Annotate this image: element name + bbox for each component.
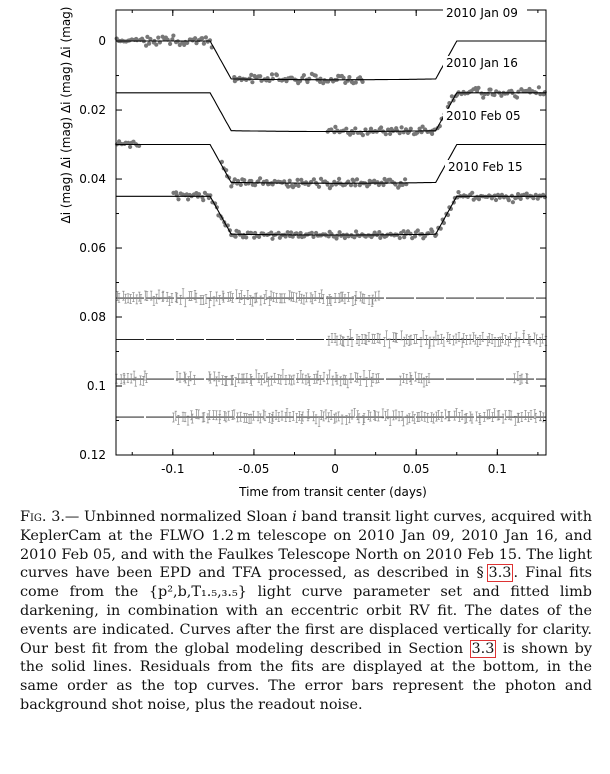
residual-2 (115, 370, 546, 388)
data-point (312, 177, 316, 181)
data-point (525, 192, 529, 196)
data-point (271, 77, 275, 81)
data-point (344, 127, 348, 131)
date-label: 2010 Feb 05 (446, 109, 521, 123)
data-point (193, 36, 197, 40)
caption-label: Fig. 3.— (20, 509, 80, 525)
data-point (176, 197, 180, 201)
data-point (154, 43, 158, 47)
data-point (355, 177, 359, 181)
y-tick-label: 0.1 (86, 379, 106, 394)
data-point (338, 230, 342, 234)
y-tick-label: 0.02 (79, 103, 106, 118)
data-point (147, 42, 151, 46)
model-fit-line (116, 196, 546, 235)
data-point (494, 198, 498, 202)
x-tick-label: 0 (331, 462, 339, 476)
data-point (247, 77, 251, 81)
data-point (242, 178, 246, 182)
data-point (456, 190, 460, 194)
data-point (310, 231, 314, 235)
data-point (384, 132, 388, 136)
data-point (511, 200, 515, 204)
x-tick-label: -0.05 (238, 462, 270, 476)
data-point (353, 183, 357, 187)
data-point (270, 237, 274, 241)
date-label: 2010 Feb 15 (448, 160, 523, 174)
data-point (197, 192, 201, 196)
data-point (270, 72, 274, 76)
data-point (481, 96, 485, 100)
data-point (307, 77, 311, 81)
section-link[interactable]: 3.3 (488, 565, 512, 582)
x-tick-label: 0.1 (487, 462, 507, 476)
data-point (476, 86, 480, 90)
data-point (175, 193, 179, 197)
plot-area (115, 34, 547, 427)
data-point (314, 74, 318, 78)
data-point (317, 185, 321, 189)
data-point (361, 80, 365, 84)
data-point (347, 75, 351, 79)
x-axis-label: Time from transit center (days) (239, 485, 427, 499)
data-point (337, 177, 341, 181)
data-point (168, 42, 172, 46)
data-point (335, 234, 339, 238)
caption-text-2: band transit light curves, acquired with KeplerCam at the FLWO 1.2 m telescope on 2010 Jan 09, 2010 Jan 16, and 2010 Feb 05, and with the Faulkes Telescope North on 2010 Feb 15. The light curves have been EPD and TFA processed, as described in § (20, 509, 592, 582)
data-point (171, 34, 175, 38)
data-point (361, 133, 365, 137)
data-point (234, 235, 238, 239)
data-point (516, 192, 520, 196)
data-point (403, 177, 407, 181)
data-point (244, 235, 248, 239)
caption-text-4: is shown by the solid lines. Residuals from the fits are displayed at the bottom, in the same order as the top curves. The error bars represent the photon and background shot noise, plus the readout noise. (20, 640, 592, 713)
data-point (519, 197, 523, 201)
data-point (297, 184, 301, 188)
residual-1 (116, 330, 547, 349)
data-point (353, 126, 357, 130)
data-point (388, 132, 392, 136)
data-point (258, 74, 262, 78)
data-point (250, 80, 254, 84)
residual-0 (116, 289, 546, 308)
axes (79, 6, 546, 476)
date-label: 2010 Jan 09 (446, 6, 518, 20)
caption-text-1: Unbinned normalized Sloan (79, 509, 293, 525)
date-label: 2010 Jan 16 (446, 56, 518, 70)
y-axis-label: Δi (mag) Δi (mag) Δi (mag) Δi (mag) (59, 6, 73, 224)
data-point (258, 176, 262, 180)
data-point (492, 93, 496, 97)
data-point (296, 178, 300, 182)
y-tick-label: 0.04 (79, 172, 106, 187)
y-tick-label: 0.12 (79, 448, 106, 462)
data-point (398, 236, 402, 240)
y-tick-label: 0.06 (79, 241, 106, 256)
x-tick-label: 0.05 (402, 462, 430, 476)
figure-caption (20, 508, 592, 715)
data-point (507, 198, 511, 202)
data-point (379, 125, 383, 129)
data-point (288, 179, 292, 183)
data-point (400, 125, 404, 129)
data-point (128, 145, 132, 149)
data-point (186, 197, 190, 201)
data-point (302, 73, 306, 77)
data-point (289, 230, 293, 234)
data-point (201, 198, 205, 202)
data-point (333, 125, 337, 129)
data-point (204, 35, 208, 39)
data-point (200, 36, 204, 40)
residual-3 (116, 408, 546, 426)
data-point (229, 184, 233, 188)
data-point (354, 229, 358, 233)
data-point (408, 232, 412, 236)
data-point (156, 36, 160, 40)
data-point (354, 80, 358, 84)
data-point (416, 228, 420, 232)
data-point (257, 235, 261, 239)
data-point (470, 191, 474, 195)
data-point (409, 127, 413, 131)
data-point (286, 185, 290, 189)
data-point (515, 95, 519, 99)
data-point (239, 183, 243, 187)
x-tick-label: -0.1 (161, 462, 185, 476)
y-tick-label: 0 (98, 34, 106, 49)
data-point (537, 85, 541, 89)
section-link-2[interactable]: 3.3 (471, 640, 495, 657)
data-point (488, 88, 492, 92)
data-point (430, 229, 434, 233)
data-point (202, 42, 206, 46)
caption-band: i (292, 509, 297, 525)
light-curve-3 (116, 190, 547, 241)
data-point (275, 73, 279, 77)
caption-text-3: . Final fits come from the {p²,b,T₁.₅,₃.₅} light curve parameter set and fitted limb darkening, in combination with an eccentric orbit RV fit. The dates of the events are indicated. Curves after the first are displaced vertically for clarity. Our best fit from the global modeling described in Section (20, 565, 592, 657)
y-tick-label: 0.08 (79, 310, 106, 325)
